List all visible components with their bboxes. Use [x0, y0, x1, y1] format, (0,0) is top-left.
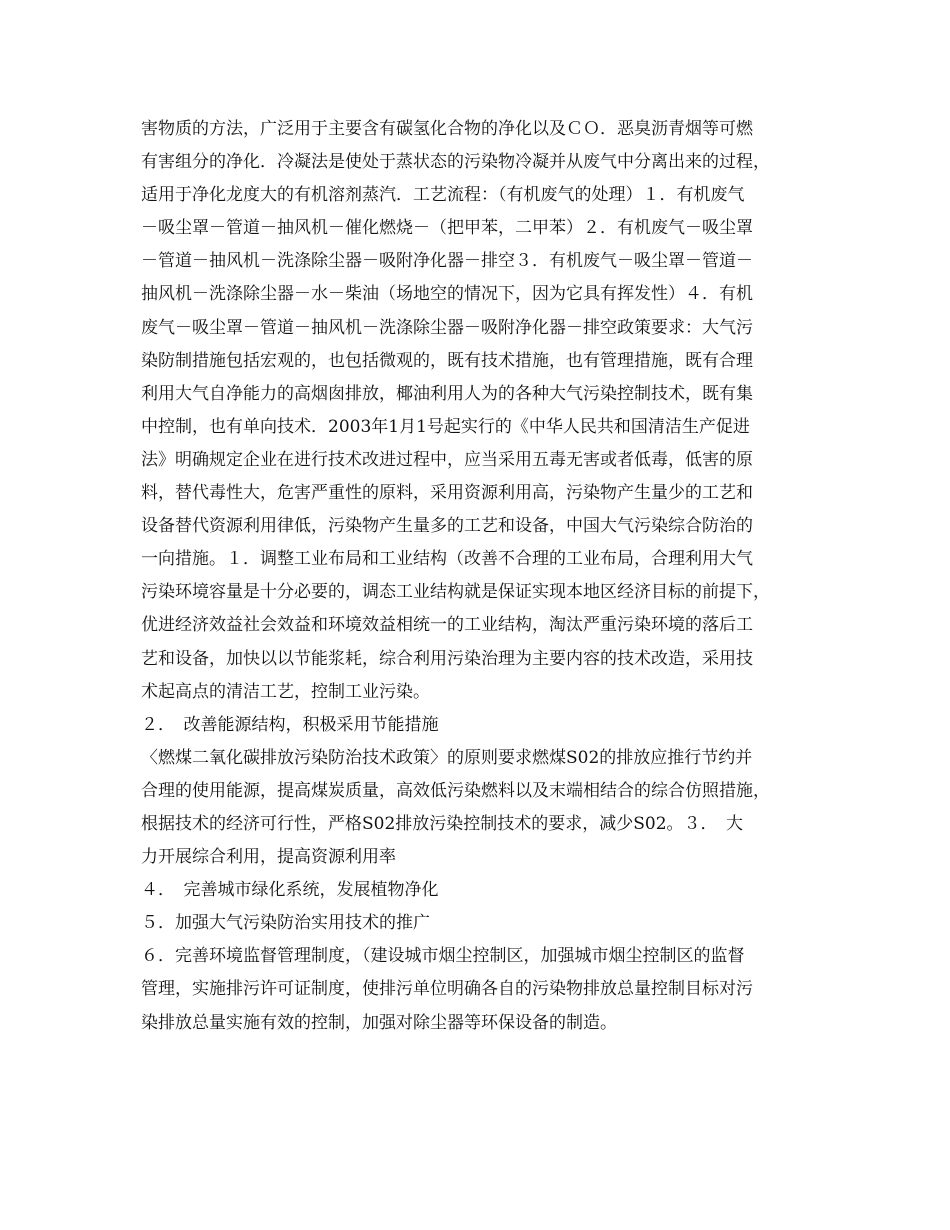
- text-line: 利用大气自净能力的高烟囱排放，椰油利用人为的各种大气污染控制技术，既有集: [141, 383, 753, 404]
- text-line: 一向措施。１．调整工业布局和工业结构（改善不合理的工业布局，合理利用大气: [141, 549, 753, 570]
- text-line: 优进经济效益社会效益和环境效益相统一的工业结构，淘汰严重污染环境的落后工: [141, 615, 753, 636]
- text-line: 管理，实施排污许可证制度，使排污单位明确各自的污染物排放总量控制目标对污: [141, 979, 753, 1000]
- text-line: 〈燃煤二氧化碳排放污染防治技术政策〉的原则要求燃煤S02的排放应推行节约并: [141, 747, 753, 768]
- text-line: 术起高点的清洁工艺，控制工业污染。: [141, 681, 430, 702]
- text-line: 合理的使用能源，提高煤炭质量，高效低污染燃料以及末端相结合的综合仿照措施，: [141, 780, 770, 801]
- text-line: 法》明确规定企业在进行技术改进过程中，应当采用五毒无害或者低毒，低害的原: [141, 449, 753, 470]
- text-line: －管道－抽风机－洗涤除尘器－吸附净化器－排空３．有机废气－吸尘罩－管道－: [141, 251, 753, 272]
- text-line: 中控制，也有单向技术．2003年1月1号起实行的《中华人民共和国清洁生产促进: [141, 416, 750, 437]
- list-item: ２． 改善能源结构，积极采用节能措施: [141, 714, 439, 735]
- text-line: 力开展综合利用，提高资源利用率: [141, 847, 396, 868]
- text-line: 抽风机－洗涤除尘器－水－柴油（场地空的情况下，因为它具有挥发性）４．有机: [141, 284, 753, 305]
- text-line: 艺和设备，加快以以节能浆耗，综合利用污染治理为主要内容的技术改造，采用技: [141, 648, 753, 669]
- text-line: 害物质的方法，广泛用于主要含有碳氢化合物的净化以及ＣＯ．恶臭沥青烟等可燃: [141, 119, 753, 139]
- text-line: 染防制措施包括宏观的，也包括微观的，既有技术措施，也有管理措施，既有合理: [141, 350, 753, 371]
- text-line: 废气－吸尘罩－管道－抽风机－洗涤除尘器－吸附净化器－排空政策要求：大气污: [141, 317, 753, 338]
- text-line: 污染环境容量是十分必要的，调态工业结构就是保证实现本地区经济目标的前提下，: [141, 582, 770, 603]
- text-line: 染排放总量实施有效的控制，加强对除尘器等环保设备的制造。: [141, 1012, 617, 1033]
- text-line: 料，替代毒性大，危害严重性的原料，采用资源利用高，污染物产生量少的工艺和: [141, 483, 753, 504]
- text-line: 设备替代资源利用律低，污染物产生量多的工艺和设备，中国大气污染综合防治的: [141, 516, 753, 537]
- list-item: ４． 完善城市绿化系统，发展植物净化: [141, 880, 439, 901]
- body-text: [141, 113, 821, 1040]
- list-item: ５．加强大气污染防治实用技术的推广: [141, 913, 430, 934]
- text-line: 有害组分的净化．冷凝法是使处于蒸状态的污染物冷凝并从废气中分离出来的过程，: [141, 152, 770, 173]
- text-line: 根据技术的经济可行性，严格S02排放污染控制技术的要求，减少S02。３． 大: [141, 813, 744, 834]
- text-line: －吸尘罩－管道－抽风机－催化燃烧－（把甲苯，二甲苯）２．有机废气－吸尘罩: [141, 218, 753, 239]
- text-line: 适用于净化龙度大的有机溶剂蒸汽．工艺流程：（有机废气的处理）１．有机废气: [141, 185, 745, 206]
- list-item: ６．完善环境监督管理制度，（建设城市烟尘控制区，加强城市烟尘控制区的监督: [141, 946, 745, 967]
